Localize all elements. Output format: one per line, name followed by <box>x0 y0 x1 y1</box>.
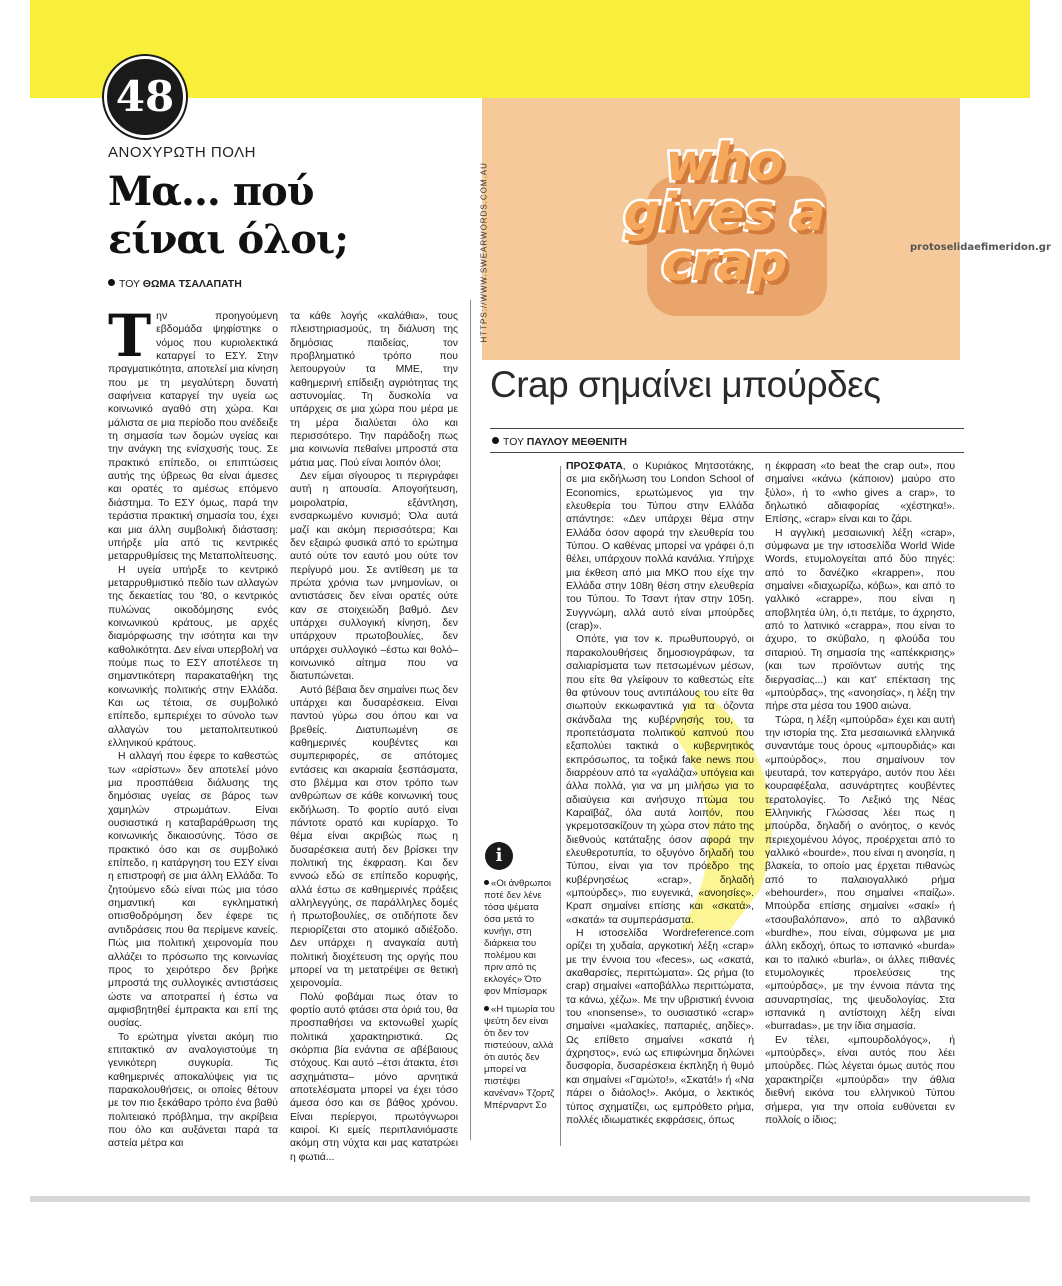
bullet-icon <box>484 880 489 885</box>
illustration-image <box>482 98 960 360</box>
column-divider <box>470 300 471 1140</box>
byline-rule <box>490 452 964 453</box>
photo-credit: HTTPS://WWW.SWEARWORDS.COM.AU <box>479 162 489 343</box>
who-gives-a-crap-logo: who gives a crap <box>623 133 825 293</box>
sidebar-quote: «Οι άνθρωποι ποτέ δεν λένε τόσα ψέματα όσα μετά το κυνήγι, στη διάρκεια του πολέμου και πριν από τις εκλογές» Ότο φον Μπίσμαρκ <box>484 878 552 997</box>
info-icon: i <box>485 842 513 870</box>
paragraph: Το ερώτημα γίνεται ακόμη πιο επιτακτικό αν αναλογιστούμε τη γενικότερη συγκυρία. Τις καθημερινές αποκαλύψεις για τις παρακολουθήσεις, οι οποίες θέτουν με τον πιο ξεκάθαρο τρόπο ένα βαθύ πολιτειακό πρόβλημα, την ακρίβεια που όλο και αυξάνεται παρά τα αστεία μέτρα και <box>108 1031 278 1150</box>
article-column-4 <box>765 460 955 1127</box>
paragraph: τα κάθε λογής «καλάθια», τους πλειστηριασμούς, τη διάλυση της δημόσιας παιδείας, τον προβληματικό τρόπο που λειτουργούν τα ΜΜΕ, την καθημερινή επίδειξη αγριότητας της αστυνομίας. Τη δυσκολία να υπάρχεις σε μια χώρα που μέρα με τη μέρα διαλύεται όλο και περισσότερο. Την παράδοξη πως μια κοινωνία πεθαίνει μπροστά στα μάτια μας. Πού είναι λοιπόν όλοι; <box>290 311 458 469</box>
paragraph: Η αγγλική μεσαιωνική λέξη «crap», σύμφωνα με την ιστοσελίδα World Wide Words, ετυμολογείται από δύο πηγές: από το δανέζικο «krappen», που σημαίνει «διαχωρίζω, κόβω», και από το γαλλικό «crappe», που είναι η αποβλητέα ύλη, ό,τι πετάμε, το άχρηστο, από το λατινικό «crappa», που είναι το άχυρο, το σκύβαλο, η φλούδα του σιταριού. Τη σημασία της «απέκκρισης» (και των προϊόντων αυτής της διεργασίας...) και κατ' επέκταση της «μπούρδας», της «ανοησίας», η λέξη την πήρε στα μέσα του 1900 αιώνα. <box>765 527 955 713</box>
paragraph: Δεν είμαι σίγουρος τι περιγράφει αυτή η απουσία. Απογοήτευση, μοιρολατρία, εξάντληση, ενσαρκωμένο κυνισμό; Όλα αυτά μαζί και ακόμη περισσότερα; Και δεν εξαιρώ φυσικά από το ερώτημα αυτό ούτε τον εαυτό μου ούτε τον περίγυρό μου. Σε αντίθεση με τα πρώτα χρόνια των μνημονίων, οι αντιστάσεις δεν είναι ορατές ούτε καν σε στοιχειώδη βαθμό. Δεν υπάρχει συλλογική κίνηση, δεν υπάρχουν πρωτοβουλίες, δεν υπάρχει συλλογικό –έστω και θολό– κοινωνικό αίτημα που να διατυπώνεται. <box>290 471 458 683</box>
bullet-icon <box>492 437 499 444</box>
paragraph: η έκφραση «to beat the crap out», που σημαίνει «κάνω (κάποιον) μαύρο στο ξύλο», ή το «who gives a crap», το δηλωτικό αδιαφορίας «χέστηκα!». Επίσης, «crap» είναι και το ζάρι. <box>765 461 955 526</box>
byline: ΤΟΥ ΘΩΜΑ ΤΣΑΛΑΠΑΤΗ <box>108 278 242 290</box>
bullet-icon <box>484 1006 489 1011</box>
paragraph: Εν τέλει, «μπουρδολόγος», ή «μπούρδες», είναι αυτός που λέει μπούρδες. Πώς λέγεται όμως αυτός που χαρακτηρίζει «μπούρδα» την άθλια διεθνή εικόνα του ελληνικού Τύπου σήμερα, για την οποία ευθύνεται εν πολλοίς ο ίδιος; <box>765 1034 955 1126</box>
paragraph: Πολύ φοβάμαι πως όταν το φορτίο αυτό φτάσει στα όριά του, θα προσπαθήσει να εκτονωθεί χωρίς πολιτικά χαρακτηριστικά. Ως σκόρπια βία ενάντια σε αβέβαιους στόχους. Και αυτό –έτσι άτακτα, έτσι ασχημάτιστα– μόνο αρνητικά αποτελέσματα μπορεί να έχει τόσο άμεσα όσο και σε βάθος χρόνου. Είναι περίεργοι, πρωτόγνωροι καιροί. Κι εμείς περιπλανιόμαστε ακόμη στη νύχτα και μας κατατρώει η φωτιά... <box>290 991 458 1163</box>
paragraph: Τώρα, η λέξη «μπούρδα» έχει και αυτή την ιστορία της. Στα μεσαιωνικά ελληνικά συναντάμε τους όρους «μπουρδιάς» και «μπούρδος», που σημαίνουν τον ψευταρά, τον κατεργάρο, αυτόν που λέει κουραφέξαλα, ασυνάρτητες κουβέντες τερατολογίες. Το Λεξικό της Νέας Ελληνικής Γλώσσας λέει πως η μπούρδα, δηλαδή ο ανόητος, ο κενός περιεχομένου λόγος, προέρχεται από το γαλλικό «bourde», που είναι η ανοησία, η βλακεία, το οποίο μας έρχεται πιθανώς από το παλαιογαλλικό ρήμα «behourder», που σημαίνει «παίζω». Μπούρδα επίσης σημαίνει «σακί» ή «τσουβαλόπανο», από το αλβανικό «burdhe», που είναι, σύμφωνα με μια άλλη εκδοχή, όπως το ισπανικό «burda» και το ιταλικό «burla», οι άλλες πιθανές ετυμολογικές προελεύσεις της «μπούρδας», με την έννοια πάντα της ασυναρτησίας, της ψευδολογίας. Στα ισπανικά η αντίστοιχη λέξη είναι «burradas», με την ίδια σημασία. <box>765 714 955 1033</box>
article-column-3 <box>566 460 754 1127</box>
bullet-icon <box>108 279 115 286</box>
paragraph: Αυτό βέβαια δεν σημαίνει πως δεν υπάρχει και δυσαρέσκεια. Είναι παντού γύρω σου όπου και να βρεθείς. Διατυπωμένη σε καθημερινές κουβέντες και συμπεριφορές, σε απότομες εντάσεις και ακαριαία ξεσπάσματα, στο βλέμμα και στον τρόπο των ανθρώπων σε κάθε κοινωνική τους εκδήλωση. Το φορτίο αυτό είναι πάντοτε ορατό και κυρίαρχο. Το θέμα είναι ακριβώς πως η δυσαρέσκεια αυτή δεν βρίσκει την πολιτική της έκφραση. Και δεν εννοώ εδώ σε επίπεδο κορυφής, αλλά έστω σε καθημερινές πράξεις αλληλεγγύης, σε παράλληλες δομές ή πρωτοβουλίες, σε οτιδήποτε δεν περιορίζεται στο ατομικό αδιέξοδο. Δεν υπάρχει η αναγκαία αυτή πολιτική διοχέτευση της οργής που μπορεί να τη μετατρέψει σε θετική χειρονομία. <box>290 684 458 990</box>
paragraph: , ο Κυριάκος Μητσοτάκης, σε μια εκδήλωση του London School of Economics, ερωτώμενος για την ελευθερία του Τύπου στην Ελλάδα απάντησε: «Δεν υπάρχει θέμα στην Ελλάδα όσον αφορά την ελευθερία του Τύπου. Ο καθένας μπορεί να γράφει ό,τι θέλει, υπάρχουν πολλά κανάλια. Υπήρχε μια έκθεση από μια ΜΚΟ που είχε την Ελλάδα στην 108η θέση στην ελευθερία του Τύπου. Το Τσαντ ήταν στην 105η. Συγγνώμη, αλλά αυτό είναι μπούρδες (crap)». <box>566 461 754 633</box>
paragraph: Η ιστοσελίδα Wordreference.com ορίζει τη χυδαία, αργκοτική λέξη «crap» με την έννοια του «feces», ως «σκατά, ακαθαρσίες, περιττώματα». Ως ρήμα (to crap) σημαίνει «αποβάλλω περιττώματα, τα κάνω, χέζω». Με την υβριστική έννοια του «nonsense», το ουσιαστικό «crap» σημαίνει «μαλακίες, παπαριές, αηδίες». Ως επίθετο σημαίνει «σκατά ή άχρηστος», ενώ ως επιφώνημα δηλώνει δυσφορία, δυσαρέσκεια έκπληξη ή θυμό και σημαίνει «Γαμώτο!», «Σκατά!» ή «Να πάρει ο διάολος!». Ακόμα, ο λεκτικός τύπος σχηματίζει, ως εμπρόθετο ρήμα, πολλές ιδιωματικές εκφράσεις, όπως <box>566 928 754 1126</box>
byline: ΤΟΥ ΠΑΥΛΟΥ ΜΕΘΕΝΙΤΗ <box>492 436 627 448</box>
quote-sidebar <box>484 878 556 1118</box>
article-column-2 <box>290 310 458 1164</box>
title-rule <box>490 428 964 429</box>
author-name: ΘΩΜΑ ΤΣΑΛΑΠΑΤΗ <box>142 278 242 290</box>
page-bottom-edge <box>30 1196 1030 1202</box>
paragraph: Οπότε, για τον κ. πρωθυπουργό, οι παρακολουθήσεις δημοσιογράφων, τα σαλιαρίσματα των πετσωμένων μέσων, που είτε θα γλείφουν το καθεστώς είτε θα φτύνουν τους αντιπάλους του είτε θα σιωπούν εκκωφαντικά για τα όζοντα σκάνδαλα της κυβέρνησής του, τα προπετάσματα πολιτικού καπνού που εξαπολύει τακτικά ο κυβερνητικός εκπρόσωπος, τα τοξικά fake news που διαρρέουν από τα «γαλάζια» υπόγεια και άλλα πολλά, για να μη μιλήσω για το αδιαύγεια και ανήσυχο πτώμα του Καραϊβάζ, όλα αυτά λοιπόν, που γκρεμοτσακίζουν τη χώρα στον πάτο της διεθνούς κατάταξης όσον αφορά την ελευθεροτυπία, το οξυγόνο δηλαδή του Τύπου, είναι για τον πρόεδρο της κυβέρνησέως «crap», δηλαδή «μπούρδες», πιο ευγενικά, «ανοησίες». Κραπ σημαίνει επίσης και «σκατά», «σκατά» τα συμπεράσματα. <box>566 634 754 926</box>
section-kicker: ΑΝΟΧΥΡΩΤΗ ΠΟΛΗ <box>108 144 256 161</box>
sidebar-quote: «Η τιμωρία του ψεύτη δεν είναι ότι δεν τον πιστεύουν, αλλά ότι αυτός δεν μπορεί να πιστέψει κανέναν» Τζορτζ Μπέρναρντ Σο <box>484 1004 555 1111</box>
article2-title: Crap σημαίνει μπούρδες <box>490 364 881 405</box>
author-name: ΠΑΥΛΟΥ ΜΕΘΕΝΙΤΗ <box>526 436 627 448</box>
watermark: protoselidaefimeridon.gr <box>910 242 1051 253</box>
page-number-badge: 48 <box>104 56 186 138</box>
paragraph: Η υγεία υπήρξε το κεντρικό μεταρρυθμιστικό πεδίο των αλλαγών της δεκαετίας του '80, ο κεντρικός πυλώνας οικοδόμησης ενός κοινωνικού κράτους, με αρχές διαμόρφωσης την ισότητα και την καθολικότητα. Δεν είναι υπερβολή να πούμε πως το ΕΣΥ αποτέλεσε τη σημαντικότερη παρακαταθήκη της κοινωνικής πολιτικής στην Ελλάδα. Και ως τέτοια, σε συμβολικό επίπεδο, εμπεριέχει το σύνολο των αλλαγών του μεταπολιτευτικού ελληνικού κράτους. <box>108 564 278 749</box>
paragraph: Η αλλαγή που έφερε το καθεστώς των «αρίστων» δεν αποτελεί μόνο μια προσπάθεια διάλυσης της δημόσιας υγείας σε βάρος των χαμηλών στρωμάτων. Είναι ουσιαστικά η καταβαράθρωση της κοινωνικής δικαιοσύνης. Τόσο σε πρακτικό όσο και σε συμβολικό επίπεδο, η κατάργηση του ΕΣΥ είναι η επιστροφή σε μια άλλη Ελλάδα. Το ζητούμενο εδώ είναι πώς μια τόσο σημαντική και εγκληματική οπισθοδρόμηση δεν έφερε τις αντιδράσεις που θα περίμενε κανείς. Πώς μια πολιτική χειρονομία που αλλάζει το πρόσωπο της κοινωνίας προς το χειρότερο δεν βρήκε μπροστά της συλλογικές αντιστάσεις ώστε να αποτραπεί ή έστω να αμφισβητηθεί έμπρακτα και επί της ουσίας. <box>108 751 278 1030</box>
article-title: Μα... πού είναι όλοι; <box>108 168 349 263</box>
lead-word: ΠΡΟΣΦΑΤΑ <box>566 461 623 472</box>
paragraph: ην προηγούμενη εβδομάδα ψηφίστηκε ο νόμος που κυριολεκτικά καταργεί το ΕΣΥ. Στην πραγματικότητα, αποτελεί μια κίνηση που με τη μεγαλύτερη δυνατή σαφήνεια καταργεί την υγεία ως κοινωνικό αγαθό στη χώρα. Και μάλιστα σε μια περίοδο που ανέδειξε τη σημασία των δομών υγείας και την ανάγκη της ενίσχυσής τους. Σε πρακτικό επίπεδο, οι επιπτώσεις αυτής της ύβρεως θα είναι άμεσες και ορατές το αμέσως επόμενο διάστημα. Το ΕΣΥ όμως, παρά την τεράστια πρακτική σημασία του, έχει και μια άλλη συμβολική διάσταση: υπήρξε μία από τις κεντρικές μεταρρυθμίσεις της Μεταπολίτευσης. <box>108 311 278 563</box>
drop-cap: Τ <box>108 302 152 370</box>
article-column-1 <box>108 302 278 1151</box>
